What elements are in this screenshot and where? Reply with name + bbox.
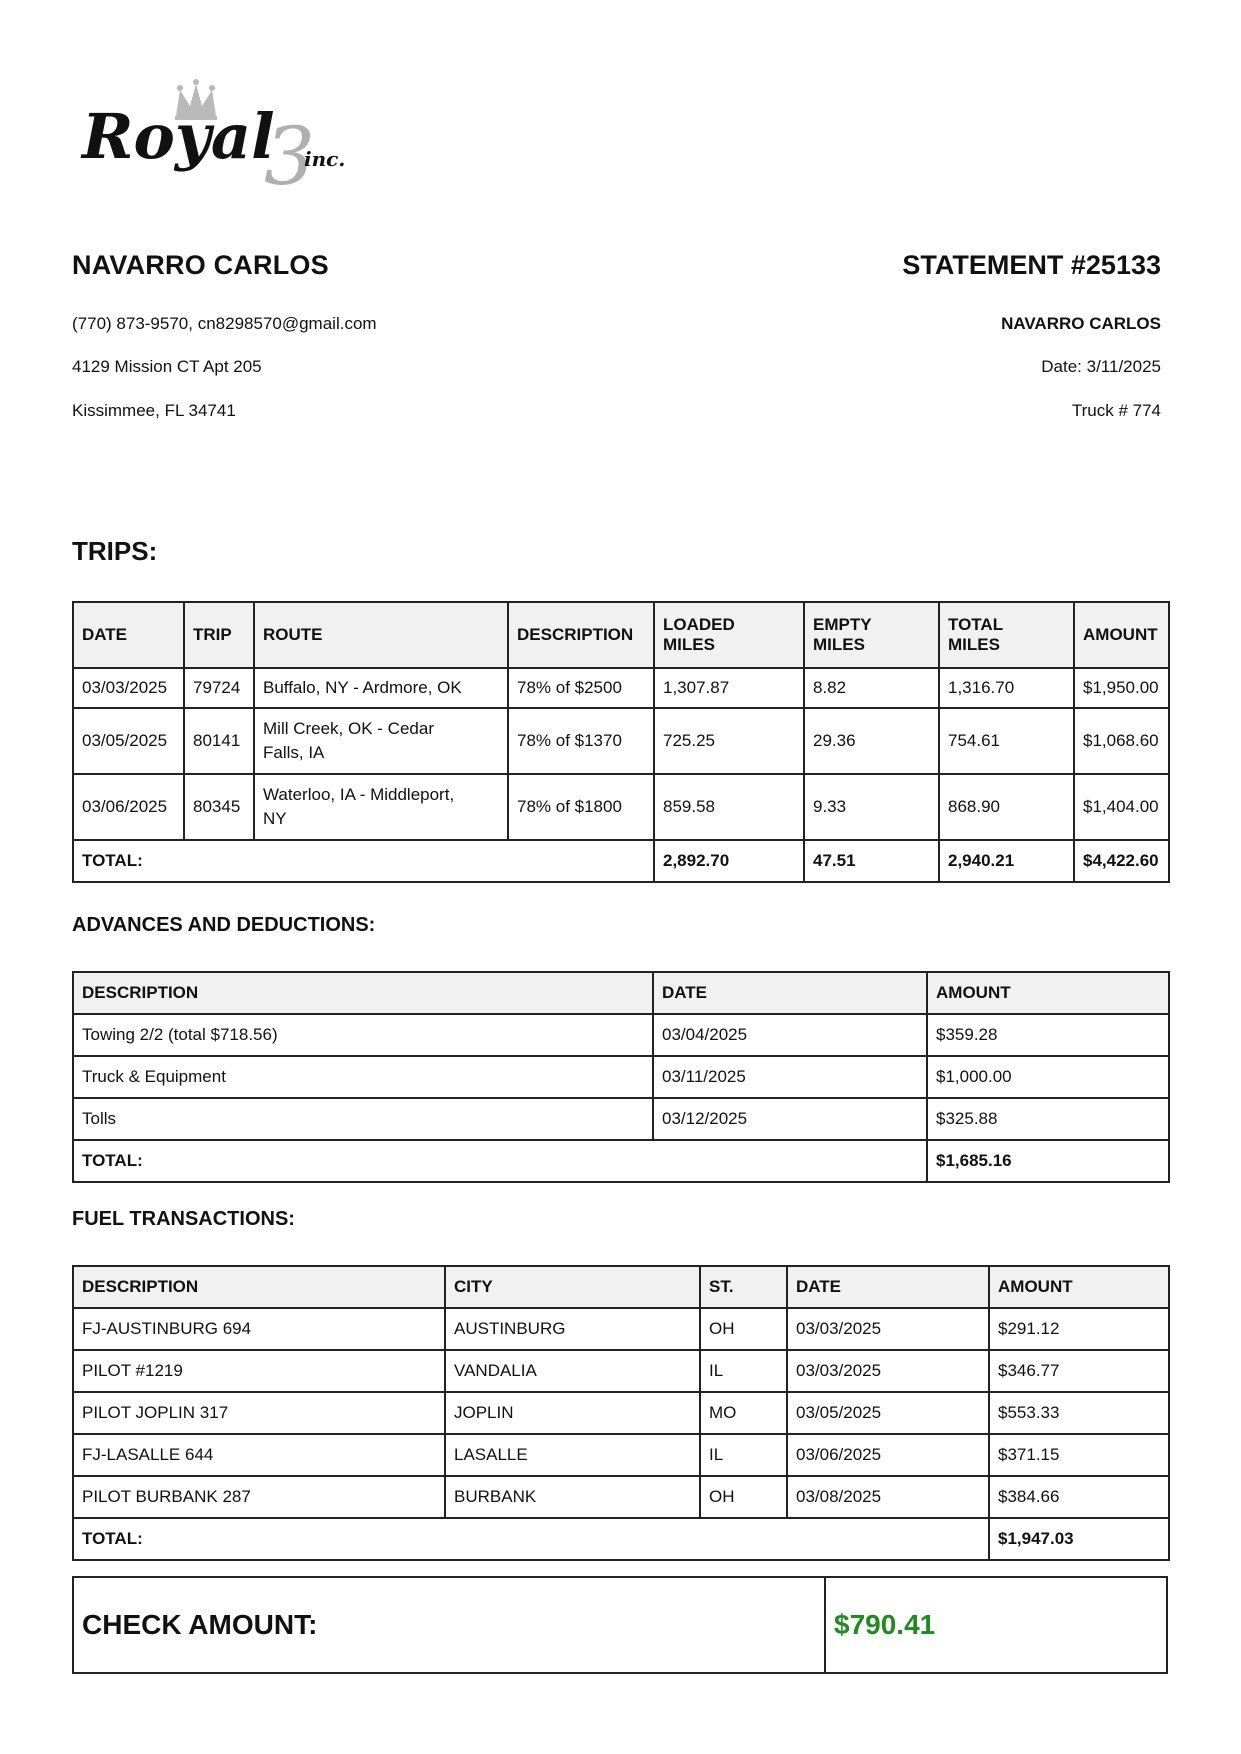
driver-address-line1: 4129 Mission CT Apt 205 <box>72 357 262 376</box>
trip-loaded-miles: 859.58 <box>654 774 804 840</box>
fuel-description: PILOT BURBANK 287 <box>73 1476 445 1518</box>
trip-description: 78% of $1800 <box>508 774 654 840</box>
trip-empty-miles: 29.36 <box>804 708 939 774</box>
fuel-state: OH <box>700 1308 787 1350</box>
advance-amount: $1,000.00 <box>927 1056 1169 1098</box>
advance-description: Tolls <box>73 1098 653 1140</box>
fuel-date: 03/05/2025 <box>787 1392 989 1434</box>
fuel-amount: $346.77 <box>989 1350 1169 1392</box>
table-row <box>73 1476 1169 1518</box>
fuel-description: FJ-AUSTINBURG 694 <box>73 1308 445 1350</box>
col-header-trip: TRIP <box>184 602 254 668</box>
header-line: TOTAL <box>948 615 1004 634</box>
col-header-amount: AMOUNT <box>989 1266 1169 1308</box>
trip-amount: $1,068.60 <box>1074 708 1169 774</box>
trip-empty-miles: 9.33 <box>804 774 939 840</box>
table-row <box>73 668 1169 708</box>
route-line: Falls, IA <box>263 743 325 762</box>
check-amount-box <box>72 1576 1168 1674</box>
fuel-state: MO <box>700 1392 787 1434</box>
fuel-city: LASALLE <box>445 1434 700 1476</box>
route-line: Waterloo, IA - Middleport, <box>263 785 455 804</box>
fuel-amount: $384.66 <box>989 1476 1169 1518</box>
trip-amount: $1,950.00 <box>1074 668 1169 708</box>
trip-route <box>254 774 508 840</box>
col-header-description: DESCRIPTION <box>508 602 654 668</box>
header-line: MILES <box>813 635 865 654</box>
table-row <box>73 1350 1169 1392</box>
driver-name: NAVARRO CARLOS <box>72 250 329 280</box>
trip-description: 78% of $1370 <box>508 708 654 774</box>
advance-amount: $325.88 <box>927 1098 1169 1140</box>
col-header-date: DATE <box>73 602 184 668</box>
table-row <box>73 1014 1169 1056</box>
table-row <box>73 1434 1169 1476</box>
advances-total-row <box>73 1140 1169 1182</box>
fuel-total-amount: $1,947.03 <box>989 1518 1169 1560</box>
trip-route <box>254 668 508 708</box>
trip-number: 80345 <box>184 774 254 840</box>
advances-total-label: TOTAL: <box>73 1140 927 1182</box>
fuel-total-row <box>73 1518 1169 1560</box>
trips-total-miles: 2,940.21 <box>939 840 1074 882</box>
statement-name: NAVARRO CARLOS <box>1001 314 1161 333</box>
fuel-amount: $371.15 <box>989 1434 1169 1476</box>
trip-date: 03/03/2025 <box>73 668 184 708</box>
table-row <box>73 1056 1169 1098</box>
route-line: Mill Creek, OK - Cedar <box>263 719 434 738</box>
table-row <box>73 774 1169 840</box>
advances-total-amount: $1,685.16 <box>927 1140 1169 1182</box>
route-line: NY <box>263 809 287 828</box>
fuel-total-label: TOTAL: <box>73 1518 989 1560</box>
trip-route <box>254 708 508 774</box>
trip-number: 80141 <box>184 708 254 774</box>
fuel-amount: $553.33 <box>989 1392 1169 1434</box>
trip-loaded-miles: 725.25 <box>654 708 804 774</box>
trip-date: 03/05/2025 <box>73 708 184 774</box>
trips-total-row <box>73 840 1169 882</box>
fuel-state: IL <box>700 1434 787 1476</box>
trip-description: 78% of $2500 <box>508 668 654 708</box>
trip-date: 03/06/2025 <box>73 774 184 840</box>
advances-header-row <box>73 972 1169 1014</box>
statement-title: STATEMENT #25133 <box>902 250 1161 280</box>
statement-date: Date: 3/11/2025 <box>1041 357 1161 376</box>
col-header-empty-miles <box>804 602 939 668</box>
fuel-city: BURBANK <box>445 1476 700 1518</box>
fuel-state: OH <box>700 1476 787 1518</box>
fuel-date: 03/08/2025 <box>787 1476 989 1518</box>
company-logo <box>78 76 388 194</box>
fuel-city: VANDALIA <box>445 1350 700 1392</box>
advance-amount: $359.28 <box>927 1014 1169 1056</box>
trips-title: TRIPS: <box>72 536 158 566</box>
header-line: MILES <box>948 635 1000 654</box>
trip-total-miles: 754.61 <box>939 708 1074 774</box>
col-header-description: DESCRIPTION <box>73 972 653 1014</box>
advance-date: 03/11/2025 <box>653 1056 927 1098</box>
fuel-date: 03/03/2025 <box>787 1350 989 1392</box>
advance-description: Towing 2/2 (total $718.56) <box>73 1014 653 1056</box>
check-amount-label: CHECK AMOUNT: <box>74 1578 826 1672</box>
trips-header-row <box>73 602 1169 668</box>
fuel-description: PILOT #1219 <box>73 1350 445 1392</box>
check-amount-value: $790.41 <box>834 1609 936 1640</box>
fuel-title: FUEL TRANSACTIONS: <box>72 1208 295 1230</box>
trip-total-miles: 868.90 <box>939 774 1074 840</box>
logo-wordmark: Royal <box>82 100 275 173</box>
trip-number: 79724 <box>184 668 254 708</box>
advances-title: ADVANCES AND DEDUCTIONS: <box>72 914 376 936</box>
col-header-amount: AMOUNT <box>1074 602 1169 668</box>
fuel-table <box>72 1265 1170 1561</box>
driver-contact: (770) 873-9570, cn8298570@gmail.com <box>72 314 377 333</box>
trips-table <box>72 601 1170 883</box>
trips-total-amount: $4,422.60 <box>1074 840 1169 882</box>
col-header-route: ROUTE <box>254 602 508 668</box>
driver-address-line2: Kissimmee, FL 34741 <box>72 401 236 420</box>
col-header-loaded-miles <box>654 602 804 668</box>
col-header-description: DESCRIPTION <box>73 1266 445 1308</box>
fuel-date: 03/06/2025 <box>787 1434 989 1476</box>
fuel-city: JOPLIN <box>445 1392 700 1434</box>
fuel-amount: $291.12 <box>989 1308 1169 1350</box>
trip-amount: $1,404.00 <box>1074 774 1169 840</box>
header-line: MILES <box>663 635 715 654</box>
route-line: Buffalo, NY - Ardmore, OK <box>263 678 462 697</box>
col-header-date: DATE <box>653 972 927 1014</box>
logo-suffix: inc. <box>304 147 346 171</box>
trips-total-loaded: 2,892.70 <box>654 840 804 882</box>
col-header-date: DATE <box>787 1266 989 1308</box>
truck-number: Truck # 774 <box>1071 401 1161 420</box>
table-row <box>73 1098 1169 1140</box>
trip-loaded-miles: 1,307.87 <box>654 668 804 708</box>
trip-total-miles: 1,316.70 <box>939 668 1074 708</box>
table-row <box>73 1308 1169 1350</box>
table-row <box>73 1392 1169 1434</box>
table-row <box>73 708 1169 774</box>
col-header-state: ST. <box>700 1266 787 1308</box>
col-header-total-miles <box>939 602 1074 668</box>
royal3-logo-graphic <box>78 76 388 194</box>
fuel-date: 03/03/2025 <box>787 1308 989 1350</box>
fuel-description: PILOT JOPLIN 317 <box>73 1392 445 1434</box>
advance-date: 03/04/2025 <box>653 1014 927 1056</box>
col-header-amount: AMOUNT <box>927 972 1169 1014</box>
fuel-header-row <box>73 1266 1169 1308</box>
trips-total-empty: 47.51 <box>804 840 939 882</box>
col-header-city: CITY <box>445 1266 700 1308</box>
advances-table <box>72 971 1170 1183</box>
fuel-state: IL <box>700 1350 787 1392</box>
fuel-description: FJ-LASALLE 644 <box>73 1434 445 1476</box>
trip-empty-miles: 8.82 <box>804 668 939 708</box>
advance-description: Truck & Equipment <box>73 1056 653 1098</box>
fuel-city: AUSTINBURG <box>445 1308 700 1350</box>
advance-date: 03/12/2025 <box>653 1098 927 1140</box>
logo-numeral: 3 <box>264 110 315 194</box>
header-line: LOADED <box>663 615 735 634</box>
trips-total-label: TOTAL: <box>73 840 654 882</box>
header-line: EMPTY <box>813 615 872 634</box>
